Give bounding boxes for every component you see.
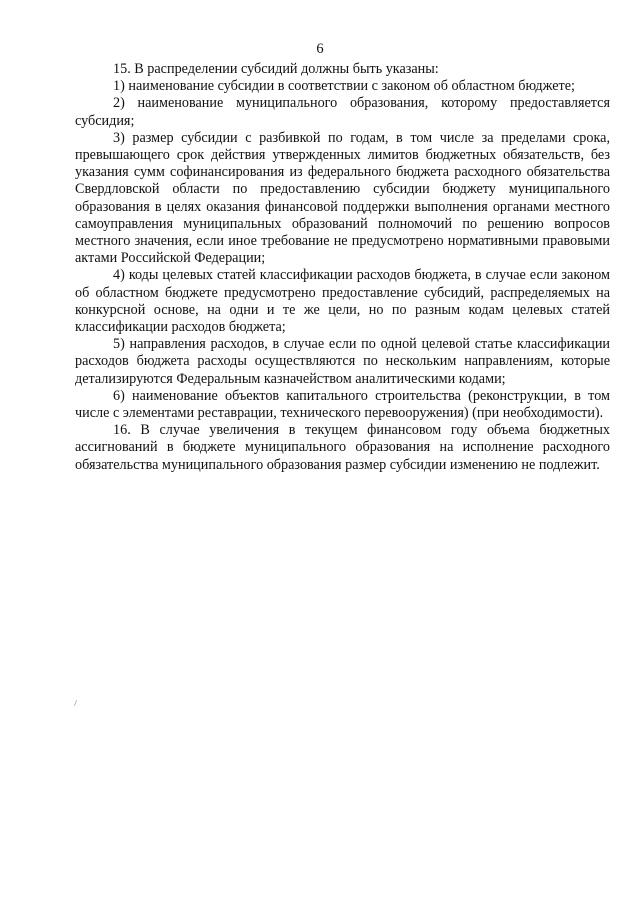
paragraph-item-4: 4) коды целевых статей классификации расходов бюджета, в случае если законом об областном бюджете предусмотрено предоставление субсидий, распределяемых на конкурсной основе, на одни и те же цели, но по разным кодам целевых статей классификации расходов бюджета; (75, 267, 610, 336)
scan-artifact-mark (74, 700, 80, 706)
paragraph-15-heading: 15. В распределении субсидий должны быть указаны: (113, 61, 439, 77)
paragraph-item-1: 1) наименование субсидии в соответствии с законом об областном бюджете; (113, 78, 575, 95)
paragraph-item-5: 5) направления расходов, в случае если по одной целевой статье классификации расходов бюджета расходы осуществляются по нескольким направлениям, которые детализируются Федеральным казначейством аналитическими кодами; (75, 336, 610, 387)
document-body (75, 61, 610, 474)
paragraph-16: 16. В случае увеличения в текущем финансовом году объема бюджетных ассигнований в бюджете муниципального образования на исполнение расходного обязательства муниципального образования размер субсидии изменению не подлежит. (75, 422, 610, 473)
paragraph-item-6: 6) наименование объектов капитального строительства (реконструкции, в том числе с элементами реставрации, технического перевооружения) (при необходимости). (75, 387, 610, 422)
paragraph-item-3: 3) размер субсидии с разбивкой по годам, в том числе за пределами срока, превышающего срок действия утвержденных лимитов бюджетных обязательств, без указания сумм софинансирования из федерального бюджета расходного обязательства Свердловской области по предоставлению субсидии бюджету муниципального образования в целях оказания финансовой поддержки выполнения органами местного самоуправления муниципальных образований полномочий по решению вопросов местного значения, если иное требование не предусмотрено нормативными правовыми актами Российской Федерации; (75, 129, 610, 267)
page-number: 6 (316, 41, 324, 57)
paragraph-item-2: 2) наименование муниципального образования, которому предоставляется субсидия; (75, 95, 610, 129)
